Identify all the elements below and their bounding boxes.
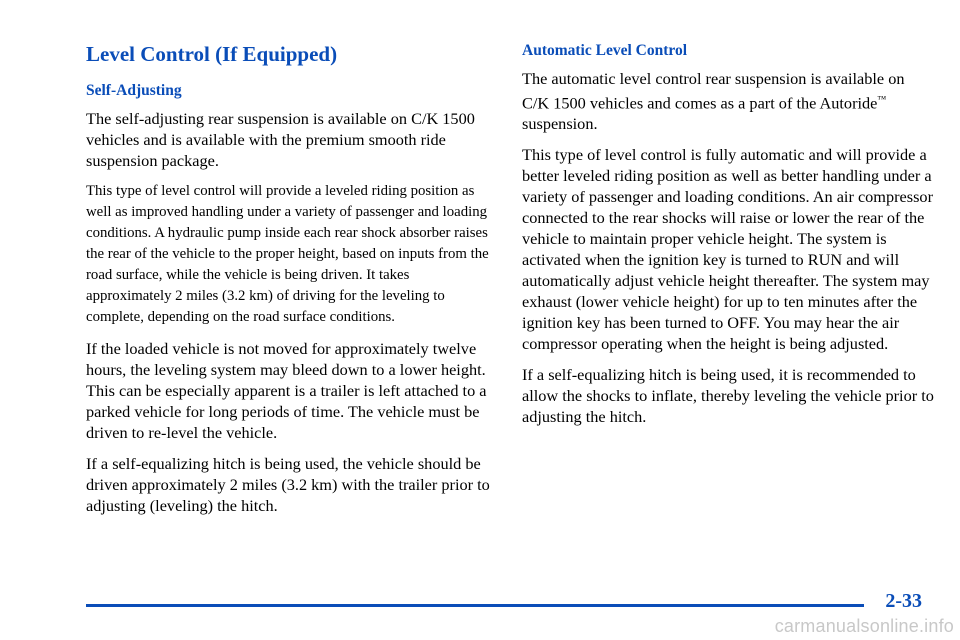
paragraph: If the loaded vehicle is not moved for approximately twelve hours, the leveling system may bleed down to a lower height. This can be especially apparent is a trailer is left attached to a parked vehicle for long periods of time. The vehicle must be driven to re‐level the vehicle. (86, 339, 487, 442)
paragraph: If a self‐equalizing hitch is being used, the vehicle should be driven approximately 2 miles (3.2 km) with the trailer prior to adjusting (leveling) the hitch. (86, 454, 490, 515)
watermark: carmanualsonline.info (774, 616, 954, 636)
paragraph: This type of level control will provide a leveled riding position as well as improved handling under a variety of passenger and loading conditions. A hydraulic pump inside each rear shock absorber raises the rear of the vehicle to the proper height, based on inputs from the road surface, while the vehicle is being driven. It takes approximately 2 miles (3.2 km) of driving for the leveling to complete, depending on the road surface conditions. (86, 183, 489, 325)
subheading-automatic-level-control: Automatic Level Control (522, 42, 688, 59)
section-title: Level Control (If Equipped) (86, 42, 338, 66)
right-column (522, 40, 934, 437)
paragraph-text: The automatic level control rear suspension is available on C/K 1500 vehicles and comes as a part of the Autoride (522, 69, 905, 113)
subheading-self-adjusting: Self‐Adjusting (86, 82, 182, 99)
paragraph: This type of level control is fully automatic and will provide a better leveled riding position as well as better handling under a variety of passenger and loading conditions. An air compressor connected to the rear shocks will raise or lower the rear of the vehicle to maintain proper vehicle height. The system is activated when the ignition key is turned to RUN and will automatically adjust vehicle height thereafter. The system may exhaust (lower vehicle height) for up to ten minutes after the ignition key has been turned to OFF. You may hear the air compressor operating when the height is being adjusted. (522, 145, 933, 354)
paragraph-autoride (522, 68, 934, 134)
trademark-symbol: ™ (877, 94, 887, 104)
paragraph: If a self‐equalizing hitch is being used, it is recommended to allow the shocks to inflate, thereby leveling the vehicle prior to adjusting the hitch. (522, 365, 934, 427)
left-column (86, 40, 498, 526)
footer-rule (86, 604, 864, 607)
page-number: 2-33 (885, 590, 922, 612)
paragraph-text: suspension. (522, 114, 598, 134)
paragraph: The self‐adjusting rear suspension is available on C/K 1500 vehicles and is available with the premium smooth ride suspension package. (86, 109, 475, 170)
